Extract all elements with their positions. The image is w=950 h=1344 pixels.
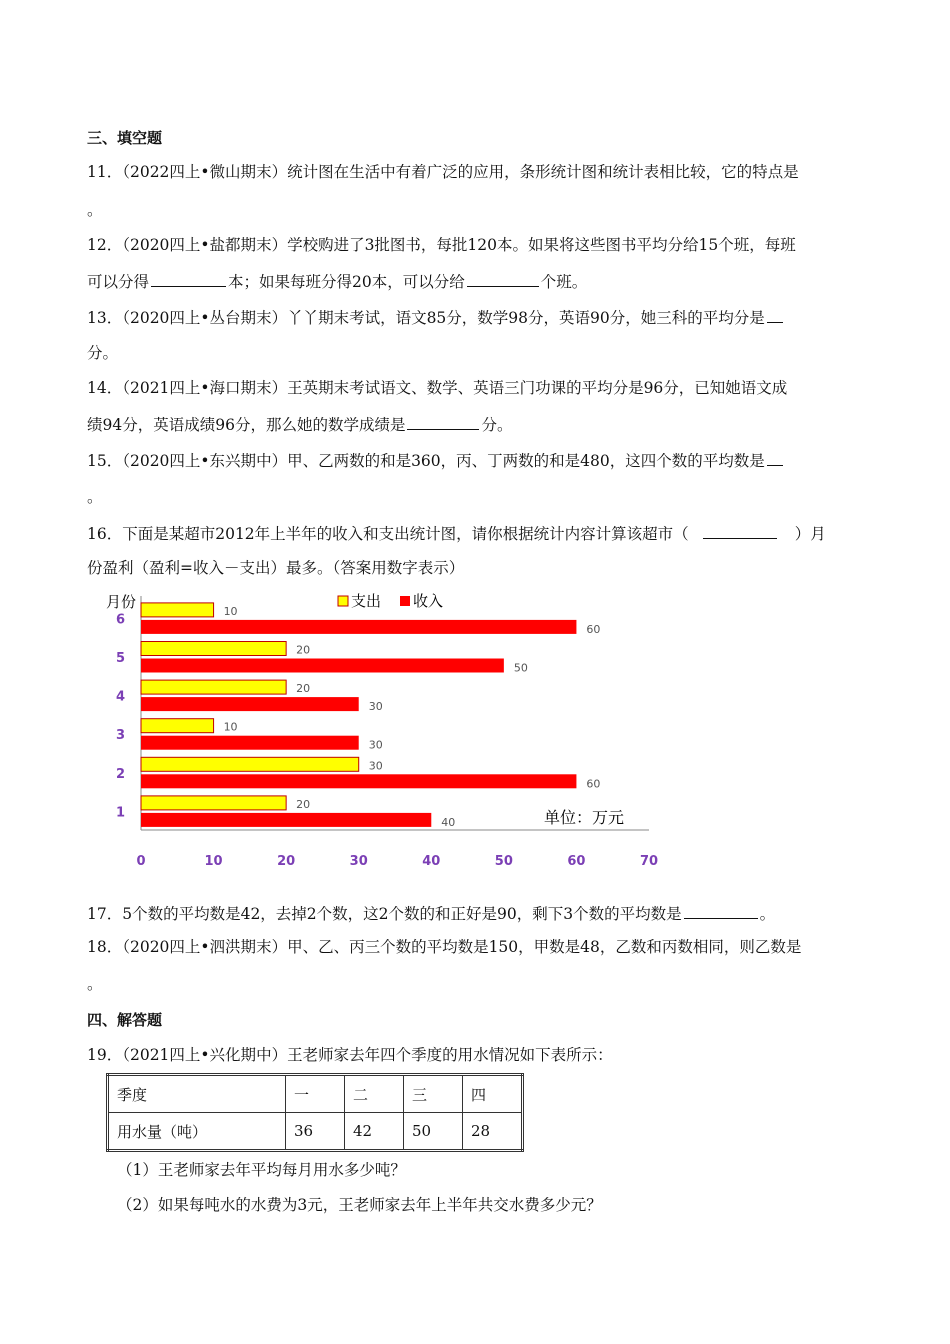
- bar-income-6: [141, 620, 576, 634]
- legend-swatch-income: [400, 596, 410, 606]
- table-cell: 36: [286, 1113, 345, 1151]
- table-header-row: [108, 1075, 523, 1113]
- question-14-text-b: 分。: [481, 416, 513, 434]
- table-cell: 季度: [108, 1075, 286, 1113]
- question-14-line-2: [87, 413, 512, 435]
- data-label-income: 60: [586, 622, 601, 636]
- y-tick-label: 4: [116, 689, 126, 705]
- answer-blank[interactable]: [767, 449, 783, 466]
- section-heading-fill-blank: 三、填空题: [87, 129, 163, 147]
- question-13-text: 13．（2020四上•丛台期末）丫丫期末考试，语文85分，数学98分，英语90分，她三科的平均分是: [87, 309, 765, 327]
- water-usage-table: [106, 1073, 524, 1152]
- data-label-expense: 10: [223, 604, 238, 618]
- bar-income-5: [141, 659, 504, 673]
- section-heading-answer: 四、解答题: [87, 1011, 163, 1029]
- question-18-line-2: 。: [87, 975, 103, 993]
- question-11-line-1: 11．（2022四上•微山期末）统计图在生活中有着广泛的应用，条形统计图和统计表相比较，它的特点是: [87, 163, 799, 181]
- question-12-line-2: [87, 270, 587, 292]
- data-label-expense: 10: [223, 720, 238, 734]
- question-16-text-b: ）月: [794, 525, 826, 543]
- question-19-sub-1: （1）王老师家去年平均每月用水多少吨？: [117, 1161, 406, 1179]
- bar-expense-4: [141, 680, 286, 694]
- y-tick-label: 1: [116, 805, 126, 821]
- question-19-sub-2: （2）如果每吨水的水费为3元，王老师家去年上半年共交水费多少元？: [117, 1196, 602, 1214]
- bar-income-3: [141, 736, 359, 750]
- x-tick-label: 10: [204, 854, 223, 869]
- question-16-line-1: [87, 522, 826, 544]
- answer-blank[interactable]: [467, 270, 539, 287]
- x-tick-label: 50: [494, 854, 513, 869]
- question-12-line-1: 12．（2020四上•盐都期末）学校购进了3批图书，每批120本。如果将这些图书平均分给15个班，每班: [87, 236, 796, 254]
- question-17-text-end: 。: [759, 905, 776, 923]
- table-cell: 一: [286, 1075, 345, 1113]
- x-tick-label: 60: [567, 854, 586, 869]
- table-cell: 42: [345, 1113, 404, 1151]
- question-13-line-1: [87, 306, 785, 328]
- x-tick-label: 0: [136, 854, 146, 869]
- question-15-text: 15．（2020四上•东兴期中）甲、乙两数的和是360，丙、丁两数的和是480，这四个数的平均数是: [87, 452, 765, 470]
- table-cell: 28: [463, 1113, 523, 1151]
- question-17-text: 17．5个数的平均数是42，去掉2个数，这2个数的和正好是90，剩下3个数的平均数是: [87, 905, 682, 923]
- bar-income-2: [141, 774, 576, 788]
- table-row: [108, 1113, 523, 1151]
- table-cell: 三: [404, 1075, 463, 1113]
- data-label-expense: 20: [296, 682, 311, 696]
- answer-blank[interactable]: [684, 902, 758, 919]
- question-14-text-a: 绩94分，英语成绩96分，那么她的数学成绩是: [87, 416, 406, 434]
- question-12-text-b: 本；如果每班分得20本，可以分给: [228, 273, 465, 291]
- bar-income-1: [141, 813, 431, 827]
- table-cell: 用水量（吨）: [108, 1113, 286, 1151]
- table-cell: 四: [463, 1075, 523, 1113]
- answer-blank[interactable]: [407, 413, 479, 430]
- question-13-line-2: 分。: [87, 344, 119, 362]
- bar-expense-1: [141, 796, 286, 810]
- data-label-expense: 20: [296, 643, 311, 657]
- y-tick-label: 5: [116, 651, 126, 666]
- question-16-line-2: 份盈利（盈利=收入－支出）最多。（答案用数字表示）: [87, 559, 465, 577]
- question-12-text-c: 个班。: [540, 273, 588, 291]
- data-label-expense: 30: [368, 759, 383, 773]
- y-tick-label: 2: [116, 766, 126, 782]
- x-tick-label: 30: [349, 854, 368, 869]
- data-label-income: 40: [441, 815, 456, 829]
- question-12-text-a: 可以分得: [87, 273, 150, 291]
- question-16-text-a: 16．下面是某超市2012年上半年的收入和支出统计图，请你根据统计内容计算该超市（: [87, 525, 689, 543]
- bar-expense-5: [141, 642, 286, 656]
- bar-expense-6: [141, 603, 214, 617]
- question-18-line-1: 18．（2020四上•泗洪期末）甲、乙、丙三个数的平均数是150，甲数是48，乙数和丙数相同，则乙数是: [87, 938, 802, 956]
- income-expense-bar-chart: [100, 588, 680, 878]
- answer-blank[interactable]: [767, 306, 783, 323]
- question-11-line-2: 。: [87, 201, 103, 219]
- legend-label-income: 收入: [413, 592, 444, 610]
- unit-label: 单位：万元: [544, 808, 625, 827]
- table-cell: 二: [345, 1075, 404, 1113]
- question-14-line-1: 14．（2021四上•海口期末）王英期末考试语文、数学、英语三门功课的平均分是96分，已知她语文成: [87, 379, 788, 397]
- data-label-income: 50: [513, 661, 528, 675]
- bar-expense-2: [141, 757, 359, 771]
- question-19-line: 19．（2021四上•兴化期中）王老师家去年四个季度的用水情况如下表所示：: [87, 1046, 613, 1064]
- question-15-line-1: [87, 449, 785, 471]
- x-tick-label: 40: [422, 854, 441, 869]
- data-label-expense: 20: [296, 797, 311, 811]
- legend-swatch-expense: [338, 596, 348, 606]
- x-tick-label: 20: [277, 854, 296, 869]
- y-tick-label: 3: [116, 728, 126, 744]
- legend-label-expense: 支出: [351, 592, 382, 610]
- answer-blank[interactable]: [151, 270, 226, 287]
- answer-blank[interactable]: [703, 522, 777, 539]
- bar-income-4: [141, 697, 359, 711]
- data-label-income: 30: [368, 700, 383, 714]
- bar-expense-3: [141, 719, 214, 733]
- table-cell: 50: [404, 1113, 463, 1151]
- y-tick-label: 6: [116, 612, 126, 628]
- question-17-line: [87, 902, 775, 924]
- data-label-income: 60: [586, 777, 601, 791]
- question-15-line-2: 。: [87, 488, 103, 506]
- data-label-income: 30: [368, 738, 383, 752]
- y-axis-title: 月份: [106, 593, 137, 611]
- x-tick-label: 70: [639, 854, 659, 869]
